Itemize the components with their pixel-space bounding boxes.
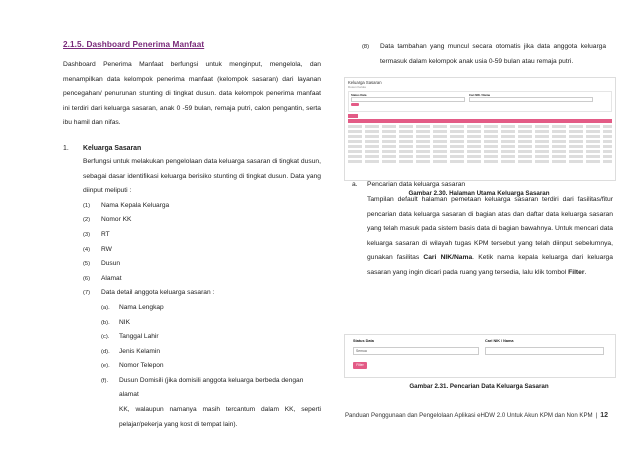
- list-marker: (2): [83, 217, 91, 224]
- list-item: [344, 40, 606, 69]
- list-marker: (e).: [101, 363, 110, 370]
- table-row: [348, 155, 612, 158]
- sub-list-item: [83, 330, 321, 345]
- list-text: Nama Lengkap: [119, 303, 164, 311]
- screenshot-table: [348, 119, 612, 163]
- caption-1: Gambar 2.30. Halaman Utama Keluarga Sasaran: [408, 190, 550, 197]
- list-text: NIK: [119, 318, 130, 326]
- sub-list-item: [83, 316, 321, 331]
- screenshot-filter-panel: [348, 91, 612, 112]
- sub-list-item: [83, 301, 321, 316]
- screenshot-breadcrumb: Dusun Kelola: [348, 85, 366, 89]
- subsection-number: 1.: [63, 144, 69, 152]
- list-marker: (b).: [101, 319, 110, 326]
- page-number: 12: [600, 412, 608, 419]
- table-row: [348, 130, 612, 133]
- list-item: [83, 243, 321, 258]
- table-row: [348, 150, 612, 153]
- caption-2-wrap: [344, 377, 614, 396]
- section-title: 2.1.5. Dashboard Penerima Manfaat: [63, 40, 205, 49]
- list-text: Nama Kepala Keluarga: [101, 201, 170, 209]
- list-item: [83, 257, 321, 272]
- point-a-body-text-2: . Ketik nama kepala keluarga dari keluarga sasaran yang ingin dicari pada ruang yang tersedia, lalu klik tombol: [367, 254, 613, 276]
- table-row: [348, 125, 612, 128]
- list-marker: (6): [83, 275, 91, 282]
- list-text: Nomor Telepon: [119, 362, 164, 370]
- list-item: [83, 213, 321, 228]
- screenshot-title: [345, 78, 615, 89]
- caption-2: Gambar 2.31. Pencarian Data Keluarga Sasaran: [409, 383, 549, 390]
- list-item: [83, 228, 321, 243]
- point-a-heading: [352, 178, 465, 193]
- sub-list-item: [83, 345, 321, 360]
- point-a-body: [367, 193, 613, 281]
- footer-separator: |: [595, 412, 598, 419]
- list-text: Dusun Domisili (jika domisili anggota keluarga berbeda dengan alamat: [119, 376, 304, 399]
- list-item: [83, 199, 321, 214]
- list-marker: (a).: [101, 304, 110, 311]
- list-item: [83, 272, 321, 287]
- search-input: [485, 347, 604, 355]
- status-label: Status Data: [351, 93, 367, 97]
- status-select: [353, 347, 479, 355]
- table-row: [348, 135, 612, 138]
- list-marker: (1): [83, 202, 91, 209]
- table-header: [348, 119, 612, 123]
- list-text: RT: [101, 230, 110, 238]
- sub-list-item: [83, 359, 321, 374]
- subsection-body: Berfungsi untuk melakukan pengelolaan data keluarga sasaran di tingkat dusun, sebagai dasar identifikasi keluarga berisiko stunting di tingkat dusun. Data yang diinput meliputi :: [83, 157, 321, 195]
- list-text: Dusun: [101, 260, 121, 268]
- footer-text: Panduan Penggunaan dan Pengelolaan Aplikasi eHDW 2.0 Untuk Akun KPM dan Non KPM: [344, 412, 593, 419]
- list-marker: (d).: [101, 348, 110, 355]
- point-a-bold-filter: Filter: [568, 268, 585, 276]
- point-a-bold-search: Cari NIK/Nama: [423, 254, 473, 262]
- sub-list-item: [83, 374, 321, 403]
- table-row: [348, 140, 612, 143]
- list-marker: (c).: [101, 334, 110, 341]
- point-a-body-text: Tampilan default halaman pemetaan keluarga sasaran terdiri dari fasilitas/fitur pencarian data keluarga sasaran di bagian atas dan daftar data keluarga sasaran yang telah masuk pada sistem basis data di bagian bawahnya. Untuk mencari data keluarga sasaran di wilayah tugas KPM tersebut yang telah diinput sebelumnya, gunakan fasilitas: [367, 196, 613, 262]
- list-marker: (3): [83, 231, 91, 238]
- list-marker: (7): [83, 290, 91, 297]
- right-column: [344, 40, 606, 69]
- page-footer: [345, 412, 608, 419]
- point-a-marker: a.: [352, 181, 358, 188]
- sub-list-item-continuation: KK, walaupun namanya masih tercantum dalam KK, seperti pelajar/pekerja yang kost di tempat lain).: [119, 406, 321, 428]
- list-text: Data tambahan yang muncul secara otomatis jika data anggota keluarga termasuk dalam kelompok anak usia 0-59 bulan atau remaja putri.: [380, 43, 606, 65]
- screenshot-title-text: Keluarga Sasaran: [348, 80, 382, 85]
- list-text: Nomor KK: [101, 216, 132, 224]
- subsection-title: Keluarga Sasaran: [83, 144, 142, 152]
- list-item: [83, 286, 321, 301]
- table-row: [348, 145, 612, 148]
- status-select: [351, 97, 465, 102]
- list-text: Data detail anggota keluarga sasaran :: [101, 289, 215, 297]
- search-label: Cari NIK / Nama: [485, 339, 514, 343]
- list-marker: (f).: [101, 377, 109, 384]
- filter-button: [351, 103, 359, 106]
- subsection-heading: [63, 145, 321, 152]
- list-marker: (8): [362, 44, 370, 50]
- list-text: Tanggal Lahir: [119, 333, 159, 341]
- search-label: Cari NIK / Nama: [469, 93, 490, 97]
- screenshot-pencarian: [344, 334, 616, 378]
- list-marker: (5): [83, 261, 91, 268]
- status-select-value: Semua: [356, 349, 367, 353]
- add-button: [348, 114, 358, 118]
- list-text: Alamat: [101, 274, 122, 282]
- filter-button: Filter: [353, 362, 367, 369]
- point-a-end: .: [584, 268, 587, 276]
- section-intro: Dashboard Penerima Manfaat berfungsi untuk menginput, mengelola, dan menampilkan data kelompok penerima manfaat (kelompok sasaran) dari layanan pencegahan/ penurunan stunting di tingkat dusun. data kelompok penerima manfaat ini terdiri dari keluarga sasaran, anak 0 -59 bulan, remaja putri, calon pengantin, serta ibu hamil dan nifas.: [63, 61, 321, 127]
- point-a-title: Pencarian data keluarga sasaran: [367, 181, 466, 188]
- search-input: [469, 97, 593, 102]
- items-list: [63, 199, 321, 433]
- list-text: Jenis Kelamin: [119, 347, 161, 355]
- list-marker: (4): [83, 246, 91, 253]
- list-text: RW: [101, 245, 112, 253]
- status-label: Status Data: [353, 339, 374, 343]
- left-column: [63, 40, 321, 432]
- table-row: [348, 160, 612, 163]
- screenshot-keluarga-sasaran: [344, 77, 616, 181]
